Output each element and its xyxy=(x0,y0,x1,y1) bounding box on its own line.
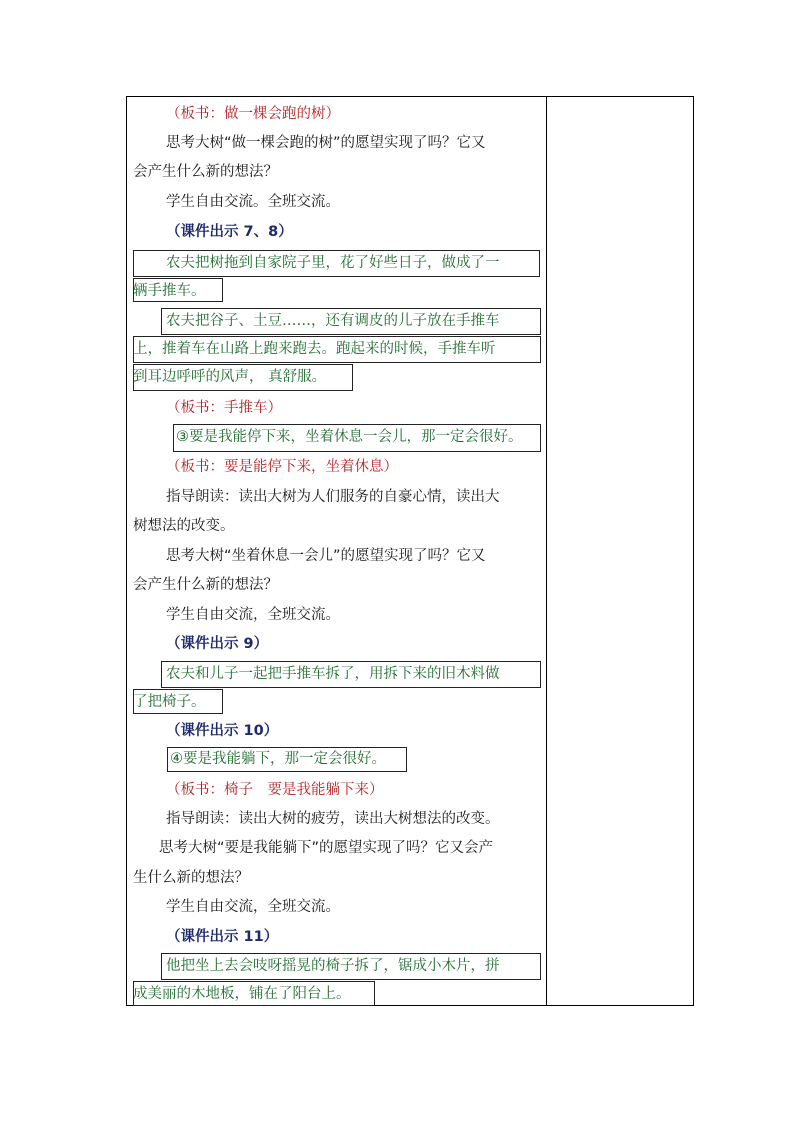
text-line: 会产生什么新的想法？ xyxy=(133,577,278,593)
quote-text: 农夫把树拖到自家院子里，花了好些日子，做成了一 xyxy=(166,255,500,271)
text-line: 指导朗读：读出大树为人们服务的自豪心情，读出大 xyxy=(166,489,500,505)
quote-text: ③要是我能停下来，坐着休息一会儿，那一定会很好。 xyxy=(176,429,523,445)
text-line: 思考大树“坐着休息一会儿”的愿望实现了吗？它又 xyxy=(166,548,486,564)
text-line: 生什么新的想法？ xyxy=(133,870,249,886)
quote-text: ④要是我能躺下，那一定会很好。 xyxy=(170,751,386,767)
text-line: 会产生什么新的想法？ xyxy=(133,164,278,180)
slide-note: （课件出示 11） xyxy=(166,929,279,945)
text-line: 学生自由交流。全班交流。 xyxy=(166,194,340,210)
board-note: （板书：手推车） xyxy=(166,400,282,416)
quote-text: 了把椅子。 xyxy=(133,694,206,710)
quote-text: 辆手推车。 xyxy=(133,283,206,299)
text-line: 思考大树“要是我能躺下”的愿望实现了吗？它又会产 xyxy=(159,840,494,856)
board-note: （板书：要是能停下来，坐着休息） xyxy=(166,459,398,475)
text-line: 学生自由交流，全班交流。 xyxy=(166,607,340,623)
quote-text: 农夫和儿子一起把手推车拆了，用拆下来的旧木料做 xyxy=(166,666,500,682)
slide-note: （课件出示 7、8） xyxy=(166,224,293,240)
text-line: 思考大树“做一棵会跑的树”的愿望实现了吗？它又 xyxy=(166,135,486,151)
board-note: （板书：做一棵会跑的树） xyxy=(166,106,340,122)
quote-text: 农夫把谷子、土豆……，还有调皮的儿子放在手推车 xyxy=(166,313,500,329)
column-divider xyxy=(546,97,547,1005)
quote-text: 上，推着车在山路上跑来跑去。跑起来的时候，手推车听 xyxy=(133,341,496,357)
slide-note: （课件出示 10） xyxy=(166,723,279,739)
quote-text: 到耳边呼呼的风声， 真舒服。 xyxy=(133,369,327,385)
slide-note: （课件出示 9） xyxy=(166,636,269,652)
text-line: 指导朗读：读出大树的疲劳，读出大树想法的改变。 xyxy=(166,811,500,827)
text-line: 树想法的改变。 xyxy=(133,518,235,534)
lesson-table xyxy=(126,96,694,1006)
board-note: （板书：椅子 要是我能躺下来） xyxy=(166,782,384,798)
quote-text: 成美丽的木地板，铺在了阳台上。 xyxy=(133,986,351,1002)
text-line: 学生自由交流，全班交流。 xyxy=(166,899,340,915)
quote-text: 他把坐上去会吱呀摇晃的椅子拆了，锯成小木片，拼 xyxy=(166,958,500,974)
